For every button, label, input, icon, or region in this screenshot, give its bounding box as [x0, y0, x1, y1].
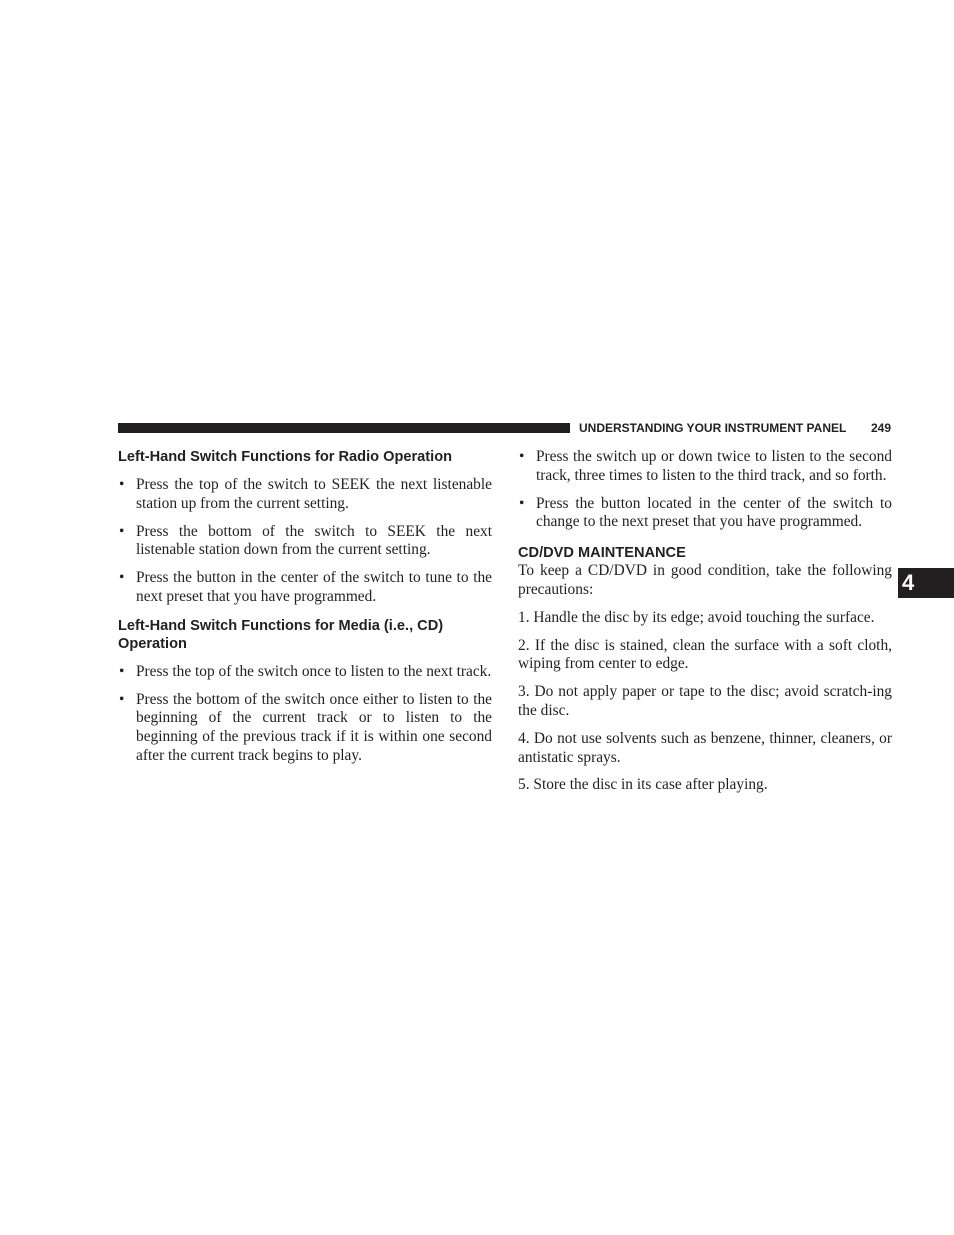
list-item: • Press the bottom of the switch once either to listen to the beginning of the current track or to listen to the beginning of the previous track if it is within one second after the current track begins to play. [118, 691, 492, 766]
list-item: 4. Do not use solvents such as benzene, thinner, cleaners, or antistatic sprays. [518, 729, 892, 766]
list-item: • Press the bottom of the switch to SEEK the next listenable station down from the current setting. [118, 523, 492, 561]
list-item: 1. Handle the disc by its edge; avoid touching the surface. [518, 608, 875, 626]
maintenance-steps [518, 609, 892, 795]
list-item: • Press the top of the switch once to listen to the next track. [118, 663, 492, 682]
radio-heading: Left-Hand Switch Functions for Radio Operation [118, 449, 453, 465]
media-bullets-continued [518, 448, 892, 532]
list-item: • Press the top of the switch to SEEK the next listenable station up from the current setting. [118, 476, 492, 514]
header-rule [118, 423, 570, 433]
right-column [518, 448, 892, 795]
list-item: • Press the button in the center of the switch to tune to the next preset that you have programmed. [118, 569, 492, 607]
page-number: 249 [870, 421, 891, 435]
maintenance-heading: CD/DVD MAINTENANCE [518, 545, 686, 562]
list-item: • Press the button located in the center of the switch to change to the next preset that you have programmed. [518, 495, 892, 533]
list-item: 5. Store the disc in its case after playing. [518, 776, 768, 794]
maintenance-intro: To keep a CD/DVD in good condition, take the following precautions: [518, 562, 892, 598]
left-column [118, 448, 492, 766]
list-item: 2. If the disc is stained, clean the surface with a soft cloth, wiping from center to edge. [518, 636, 892, 673]
radio-bullets [118, 476, 492, 607]
list-item: • Press the switch up or down twice to listen to the second track, three times to listen to the third track, and so forth. [518, 448, 892, 486]
media-bullets [118, 663, 492, 766]
chapter-tab: 4 [898, 568, 954, 598]
running-header [579, 420, 891, 436]
media-heading: Left-Hand Switch Functions for Media (i.e., CD) Operation [118, 617, 444, 652]
section-title: UNDERSTANDING YOUR INSTRUMENT PANEL [579, 421, 847, 435]
list-item: 3. Do not apply paper or tape to the disc; avoid scratch-ing the disc. [518, 683, 892, 719]
